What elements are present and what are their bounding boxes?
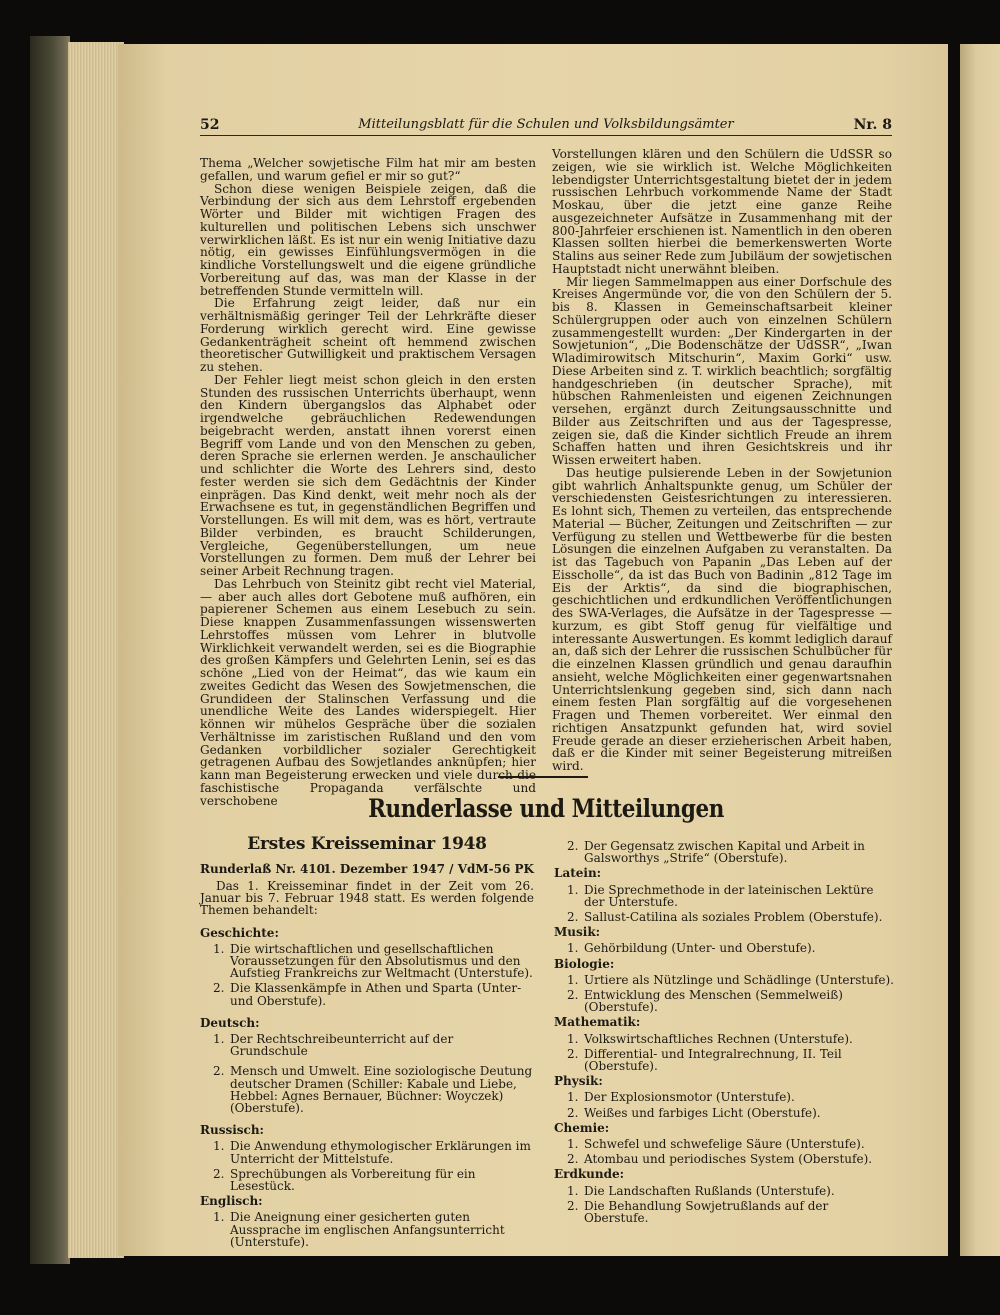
- article-left-column: [200, 157, 536, 807]
- list-item: [554, 911, 894, 923]
- paragraph: Vorstellungen klären und den Schülern die UdSSR so zeigen, wie sie wirklich ist. Welche Möglichkeiten lebendigster Unterrichtsgestaltung bietet der in jedem russischen Lehrbuch vorkommende Name der Stadt Moskau, über die jetzt eine ganze Reihe ausgezeichneter Aufsätze in Zusammenhang mit der 800-Jahrfeier erschienen ist. Namentlich in den oberen Klassen sollten hierbei die bemerkenswerten Worte Stalins aus seiner Rede zum Jubiläum der sowjetischen Hauptstadt nicht unerwähnt bleiben.: [552, 147, 892, 276]
- item-text: Differential- und Integralrechnung, II. Teil (Oberstufe).: [584, 1046, 842, 1074]
- subject-heading: Physik:: [554, 1074, 603, 1089]
- item-number: 2.: [213, 1166, 225, 1181]
- item-text: Mensch und Umwelt. Eine soziologische Deutung deutscher Dramen (Schiller: Kabale und Liebe, Hebbel: Agnes Bernauer, Büchner: Woyczek) (Oberstufe).: [230, 1064, 533, 1116]
- item-number: 1.: [567, 1183, 579, 1198]
- item-number: 2.: [567, 1198, 579, 1213]
- erlass-number: Runderlaß Nr. 410: [200, 862, 325, 876]
- list-item: [200, 1033, 534, 1057]
- list-item: [200, 943, 534, 980]
- list-item: [200, 982, 534, 1006]
- list-item: [554, 1107, 894, 1119]
- item-number: 1.: [213, 1139, 225, 1154]
- subject-heading: Russisch:: [200, 1123, 264, 1138]
- item-number: 2.: [213, 981, 225, 996]
- item-text: Gehörbildung (Unter- und Oberstufe).: [584, 941, 816, 956]
- paragraph: Der Fehler liegt meist schon gleich in den ersten Stunden des russischen Unterrichts überhaupt, wenn den Kindern übergangslos das Alphabet oder irgendwelche gebräuchlichen Redewendungen beigebracht werden, anstatt ihnen vorerst einen Begriff vom Lande und von den Menschen zu geben, deren Sprache sie erlernen werden. Je anschaulicher und schlichter die Worte des Lehrers sind, desto fester werden sie sich dem Gedächtnis der Kinder einprägen. Das Kind denkt, weit mehr noch als der Erwachsene es tut, in gegenständlichen Begriffen und Vorstellungen. Es will mit dem, was es hört, vertraute Bilder verbinden, es braucht Schilderungen, Vergleiche, Gegenüberstellungen, um neue Vorstellungen zu formen. Dem muß der Lehrer bei seiner Arbeit Rechnung tragen.: [200, 372, 536, 578]
- item-number: 1.: [567, 941, 579, 956]
- list-item: [554, 1091, 894, 1103]
- issue-number: Nr. 8: [853, 117, 892, 133]
- running-header: [200, 114, 892, 136]
- seminar-intro: Das 1. Kreisseminar findet in der Zeit vom 26. Januar bis 7. Februar 1948 statt. Es werden folgende Themen behandelt:: [200, 879, 534, 918]
- seminar-right-column: [554, 840, 894, 1227]
- paragraph: Schon diese wenigen Beispiele zeigen, daß die Verbindung der sich aus dem Lehrstoff ergebenden Wörter und Bilder mit wichtigen Fragen des kulturellen und politischen Lebens sich unschwer verwirklichen läßt. Es ist nur ein wenig Initiative dazu nötig, ein gewisses Einfühlungsvermögen in die kindliche Vorstellungswelt und die eigene gründliche Vorbereitung auf das, was man der Klasse in der betreffenden Stunde vermitteln will.: [200, 181, 536, 298]
- item-text: Volkswirtschaftliches Rechnen (Unterstufe).: [584, 1031, 853, 1046]
- list-item: [554, 1033, 894, 1045]
- facing-page-edge: [960, 44, 1000, 1256]
- page-number: 52: [200, 117, 220, 133]
- item-number: 1.: [567, 1031, 579, 1046]
- subject-heading: Musik:: [554, 925, 601, 940]
- item-text: Sallust-Catilina als soziales Problem (Oberstufe).: [584, 910, 883, 925]
- item-text: Schwefel und schwefelige Säure (Unterstufe).: [584, 1137, 865, 1152]
- item-number: 2.: [567, 1046, 579, 1061]
- list-item: [554, 1200, 894, 1224]
- item-text: Die wirtschaftlichen und gesellschaftlichen Voraussetzungen für den Absolutismus und den Aufstieg Frankreichs zur Weltmacht (Unterstufe).: [230, 941, 533, 981]
- subject-heading: Erdkunde:: [554, 1167, 625, 1182]
- list-item: [554, 884, 894, 908]
- book-page: [118, 44, 948, 1256]
- item-number: 1.: [567, 882, 579, 897]
- page-edges: [68, 42, 124, 1258]
- item-text: Sprechübungen als Vorbereitung für ein Lesestück.: [230, 1166, 476, 1194]
- list-item: [200, 1211, 534, 1248]
- item-text: Der Rechtschreibeunterricht auf der Grundschule: [230, 1032, 454, 1059]
- item-text: Die Sprechmethode in der lateinischen Lektüre der Unterstufe.: [584, 882, 874, 909]
- item-number: 2.: [567, 1152, 579, 1167]
- item-text: Atombau und periodisches System (Oberstufe).: [584, 1152, 873, 1167]
- item-number: 2.: [567, 910, 579, 925]
- item-number: 1.: [567, 972, 579, 987]
- item-text: Urtiere als Nützlinge und Schädlinge (Unterstufe).: [584, 972, 894, 987]
- section-title: Runderlasse und Mitteilungen: [368, 794, 724, 823]
- item-number: 2.: [213, 1064, 225, 1079]
- item-number: 2.: [567, 839, 579, 853]
- item-number: 1.: [213, 1032, 225, 1047]
- list-item: [200, 1168, 534, 1192]
- paragraph: Die Erfahrung zeigt leider, daß nur ein verhältnismäßig geringer Teil der Lehrkräfte dieser Forderung wirklich gerecht wird. Eine gewisse Gedankenträgheit scheint oft hemmend zwischen theoretischer Gutwilligkeit und praktischem Versagen zu stehen.: [200, 296, 536, 374]
- item-text: Die Behandlung Sowjetrußlands auf der Oberstufe.: [584, 1198, 829, 1226]
- seminar-left-column: [200, 880, 534, 1251]
- subject-heading: Mathematik:: [554, 1015, 641, 1030]
- subject-heading: Chemie:: [554, 1120, 610, 1135]
- item-number: 1.: [213, 941, 225, 956]
- subject-heading: Latein:: [554, 866, 602, 881]
- list-item: [554, 1153, 894, 1165]
- section-divider: [498, 776, 588, 778]
- item-number: 2.: [567, 1105, 579, 1120]
- seminar-title: Erstes Kreisseminar 1948: [247, 834, 487, 854]
- paragraph: Mir liegen Sammelmappen aus einer Dorfschule des Kreises Angermünde vor, die von den Schülern der 5. bis 8. Klassen in Gemeinschaftsarbeit kleiner Schülergruppen oder auch von einzelnen Schülern zusammengestellt wurden: „Der Kindergarten in der Sowjetunion“, „Die Bodenschätze der UdSSR“, „Iwan Wladimirowitsch Mitschurin“, Maxim Gorki“ usw. Diese Arbeiten sind z. T. wirklich beachtlich; sorgfältig handgeschrieben (in deutscher Sprache), mit hübschen Rahmenleisten und eigenen Zeichnungen versehen, ergänzt durch Zeitungsausschnitte und Bilder aus Zeitschriften und aus der Tagespresse, zeigen sie, daß die Kinder sichtlich Freude an ihrem Schaffen hatten und ihren Gesichtskreis und ihr Wissen erweitert haben.: [552, 274, 892, 467]
- article-right-column: [552, 148, 892, 773]
- item-text: Die Klassenkämpfe in Athen und Sparta (Unter- und Oberstufe).: [230, 981, 522, 1008]
- paragraph: Das heutige pulsierende Leben in der Sowjetunion gibt wahrlich Anhaltspunkte genug, um Schüler der verschiedensten Geistesrichtungen zu interessieren. Es lohnt sich, Themen zu verteilen, das entsprechende Material — Bücher, Zeitungen und Zeitschriften — zur Verfügung zu stellen und Wettbewerbe für die besten Lösungen die einzelnen Aufgaben zu veranstalten. Da ist das Tagebuch von Papanin „Das Leben auf der Eisscholle“, da ist das Buch von Badinin „812 Tage im Eis der Arktis“, da sind die biographischen, geschichtlichen und erdkundlichen Veröffentlichungen des SWA-Verlages, die Aufsätze in der Tagespresse — kurzum, es gibt Stoff genug für vielfältige und interessante Auswertungen. Es kommt lediglich darauf an, daß sich der Lehrer die russischen Schulbücher für die einzelnen Klassen gründlich und genau daraufhin ansieht, welche Möglichkeiten einer gegenwartsnahen Unterrichtslenkung gegeben sind, sich dann nach einem festen Plan sorgfältig auf die vorgesehenen Fragen und Themen vorbereitet. Wer einmal den richtigen Ansatzpunkt gefunden hat, wird soviel Freude gerade an dieser erzieherischen Arbeit haben, daß er die Kinder mit seiner Begeisterung mitreißen wird.: [552, 465, 892, 773]
- subject-heading: Geschichte:: [200, 925, 279, 940]
- subject-heading: Englisch:: [200, 1194, 263, 1209]
- item-text: Der Explosionsmotor (Unterstufe).: [584, 1090, 795, 1105]
- item-text: Die Anwendung ethymologischer Erklärungen im Unterricht der Mittelstufe.: [230, 1139, 531, 1166]
- item-number: 2.: [567, 988, 579, 1003]
- paragraph: Thema „Welcher sowjetische Film hat mir am besten gefallen, und warum gefiel er mir so gut?“: [200, 156, 536, 183]
- item-text: Die Aneignung einer gesicherten guten Aussprache im englischen Anfangsunterricht (Unterstufe).: [230, 1210, 505, 1249]
- header-rule: [200, 135, 892, 136]
- list-item: [554, 1138, 894, 1150]
- list-item: [554, 1185, 894, 1197]
- item-text: Weißes und farbiges Licht (Oberstufe).: [584, 1105, 821, 1120]
- subject-heading: Biologie:: [554, 956, 615, 971]
- subject-heading: Deutsch:: [200, 1015, 260, 1030]
- erlass-line: [200, 862, 534, 876]
- item-number: 1.: [567, 1137, 579, 1152]
- list-item: [554, 989, 894, 1013]
- list-item: [554, 840, 894, 864]
- item-number: 1.: [213, 1210, 225, 1225]
- list-item: [554, 974, 894, 986]
- erlass-date: 1. Dezember 1947 / VdM-56 PK: [323, 862, 534, 876]
- book-binding: [30, 36, 70, 1264]
- paragraph: Das Lehrbuch von Steinitz gibt recht viel Material, — aber auch alles dort Gebotene muß aufhören, ein papierener Schemen aus einem Lesebuch zu sein. Diese knappen Zusammenfassungen wissenswerten Lehrstoffes müssen vom Lehrer in blutvolle Wirklichkeit verwandelt werden, sei es die Biographie des großen Kämpfers und Gelehrten Lenin, sei es das schöne „Lied von der Heimat“, das wie kaum ein zweites Gedicht das Wesen des Sowjetmenschen, die Grundideen der Stalinschen Verfassung und die unendliche Weite des Landes widerspiegelt. Hier können wir mühelos Gespräche über die sozialen Verhältnisse im zaristischen Rußland und den vom Gedanken vorbildlicher sozialer Gerechtigkeit getragenen Aufbau des Sowjetlandes anknüpfen; hier kann man Begeisterung erwecken und viele durch die faschistische Propaganda verfälschte und verschobene: [200, 576, 536, 808]
- list-item: [200, 1140, 534, 1164]
- item-text: Die Landschaften Rußlands (Unterstufe).: [584, 1183, 835, 1198]
- journal-title: Mitteilungsblatt für die Schulen und Volksbildungsämter: [358, 117, 734, 132]
- item-number: 1.: [567, 1090, 579, 1105]
- list-item: [554, 942, 894, 954]
- list-item: [200, 1065, 534, 1114]
- item-text: Entwicklung des Menschen (Semmelweiß) (Oberstufe).: [584, 988, 843, 1015]
- item-text: Der Gegensatz zwischen Kapital und Arbeit in Galsworthys „Strife“ (Oberstufe).: [584, 839, 865, 866]
- list-item: [554, 1048, 894, 1072]
